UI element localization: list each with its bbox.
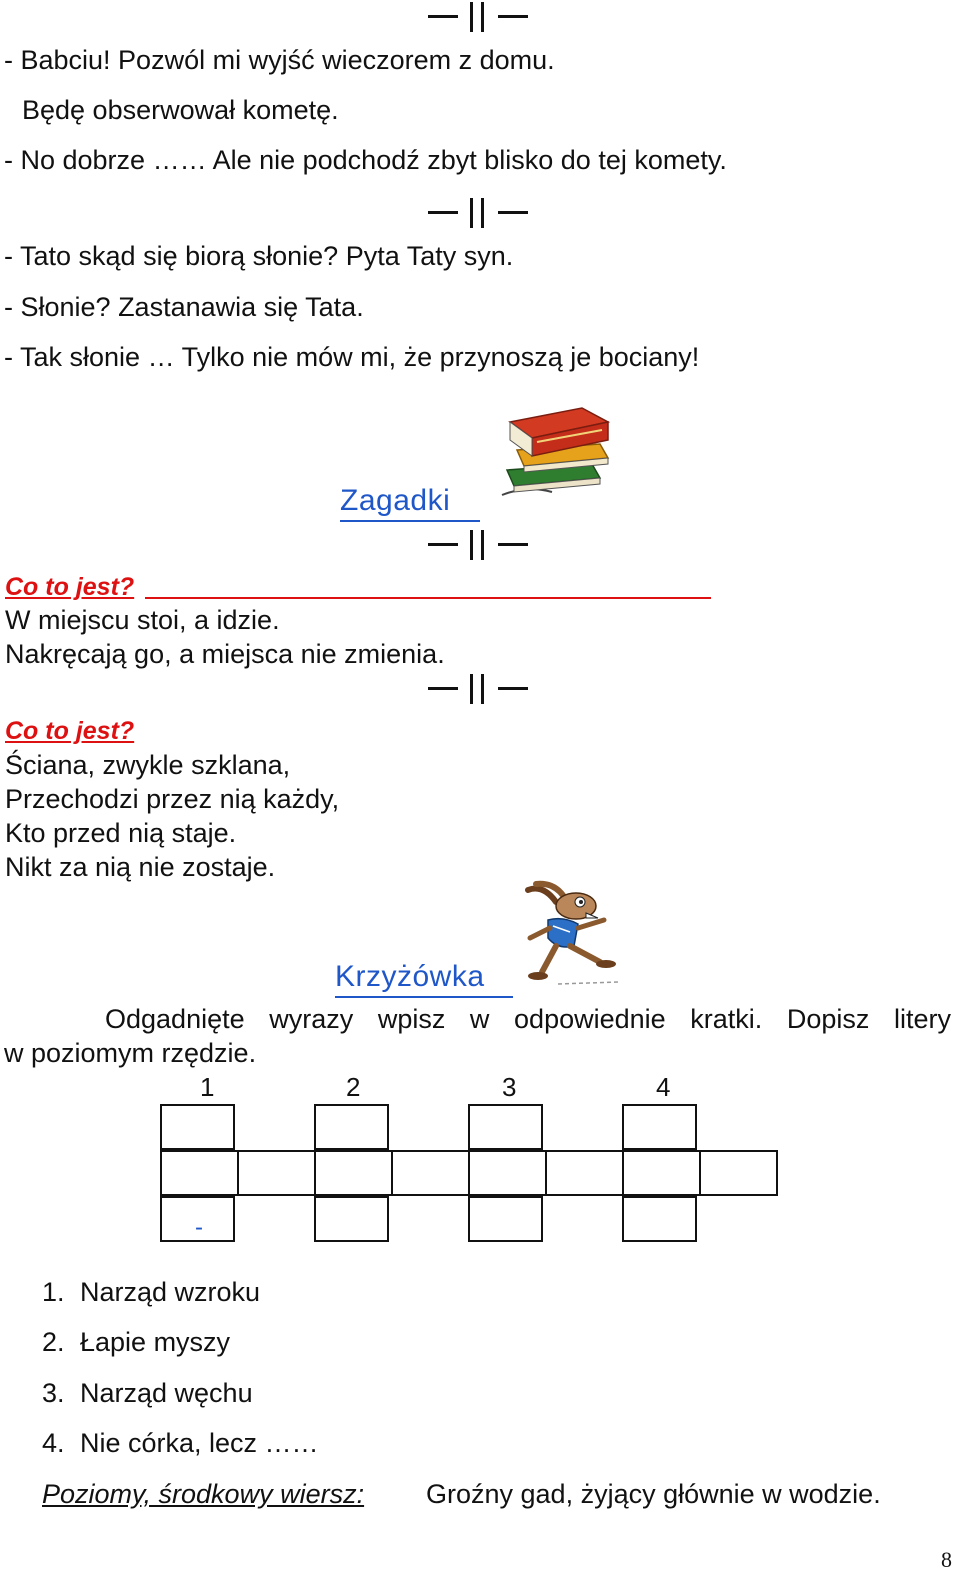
section-separator [428, 530, 528, 560]
riddle-line: Nikt za nią nie zostaje. [5, 852, 276, 882]
riddle-line: Kto przed nią staje. [5, 818, 237, 848]
section-title-zagadki [340, 484, 450, 518]
joke-line: - Słonie? Zastanawia się Tata. [4, 292, 364, 322]
clue-text: Narząd węchu [80, 1378, 253, 1408]
section-separator [428, 2, 528, 32]
joke-line: Będę obserwował kometę. [22, 95, 339, 125]
clue-text: Narząd wzroku [80, 1277, 261, 1307]
crossword-cell[interactable] [545, 1150, 624, 1196]
clue-text: Nie córka, lecz …… [80, 1428, 319, 1458]
crossword-column-number: 3 [502, 1072, 517, 1102]
crossword-cell[interactable] [699, 1150, 778, 1196]
crossword-marker: - [195, 1214, 203, 1241]
section-separator [428, 198, 528, 228]
crossword-column-number: 2 [346, 1072, 361, 1102]
riddle-question: Co to jest? [5, 717, 135, 745]
crossword-cell[interactable] [314, 1150, 393, 1196]
clue-number: 3. [42, 1378, 65, 1408]
crossword-cell[interactable] [468, 1104, 543, 1150]
crossword-cell[interactable] [160, 1150, 239, 1196]
joke-line: - Tato skąd się biorą słonie? Pyta Taty syn. [4, 241, 514, 271]
horizontal-clue-label: Poziomy, środkowy wiersz: [42, 1479, 365, 1509]
riddle-question: Co to jest? [5, 573, 135, 601]
crossword-clue [42, 1277, 260, 1308]
title-underline [335, 996, 513, 998]
crossword-instruction-line: Odgadnięte wyrazy wpisz w odpowiednie kratki. Dopisz litery [105, 1004, 951, 1034]
riddle-line: Nakręcają go, a miejsca nie zmienia. [5, 639, 445, 669]
riddle-line: W miejscu stoi, a idzie. [5, 605, 280, 635]
title-underline [340, 520, 480, 522]
crossword-column-number: 1 [200, 1072, 215, 1102]
riddle-line: Ściana, zwykle szklana, [5, 750, 291, 780]
zagadki-title-text: Zagadki [340, 484, 451, 517]
clue-number: 2. [42, 1327, 65, 1357]
red-rule-line [145, 597, 711, 599]
crossword-clue [42, 1378, 253, 1409]
crossword-column-number: 4 [656, 1072, 671, 1102]
crossword-instruction-line: w poziomym rzędzie. [4, 1038, 257, 1068]
crossword-clue [42, 1428, 319, 1459]
krzyzowka-title-text: Krzyżówka [335, 960, 485, 993]
clue-text: Łapie myszy [80, 1327, 231, 1357]
crossword-cell[interactable] [622, 1104, 697, 1150]
crossword-cell[interactable] [622, 1196, 697, 1242]
crossword-clue [42, 1327, 230, 1358]
clue-number: 1. [42, 1277, 65, 1307]
crossword-cell[interactable] [160, 1196, 235, 1242]
stack-of-books-icon [482, 400, 622, 500]
clue-number: 4. [42, 1428, 65, 1458]
page-number: 8 [941, 1547, 952, 1572]
crossword-cell[interactable] [622, 1150, 701, 1196]
crossword-cell[interactable] [237, 1150, 316, 1196]
joke-line: - No dobrze …… Ale nie podchodź zbyt blisko do tej komety. [4, 145, 727, 175]
crossword-cell[interactable] [468, 1150, 547, 1196]
joke-line: - Tak słonie … Tylko nie mów mi, że przynoszą je bociany! [4, 342, 700, 372]
crossword-cell[interactable] [160, 1104, 235, 1150]
running-rabbit-icon [508, 880, 628, 988]
crossword-cell[interactable] [468, 1196, 543, 1242]
section-separator [428, 674, 528, 704]
crossword-cell[interactable] [391, 1150, 470, 1196]
riddle-line: Przechodzi przez nią każdy, [5, 784, 340, 814]
crossword-cell[interactable] [314, 1196, 389, 1242]
crossword-cell[interactable] [314, 1104, 389, 1150]
horizontal-clue-text: Groźny gad, żyjący głównie w wodzie. [426, 1479, 881, 1509]
joke-line: - Babciu! Pozwól mi wyjść wieczorem z domu. [4, 45, 555, 75]
section-title-krzyzowka [335, 960, 485, 994]
